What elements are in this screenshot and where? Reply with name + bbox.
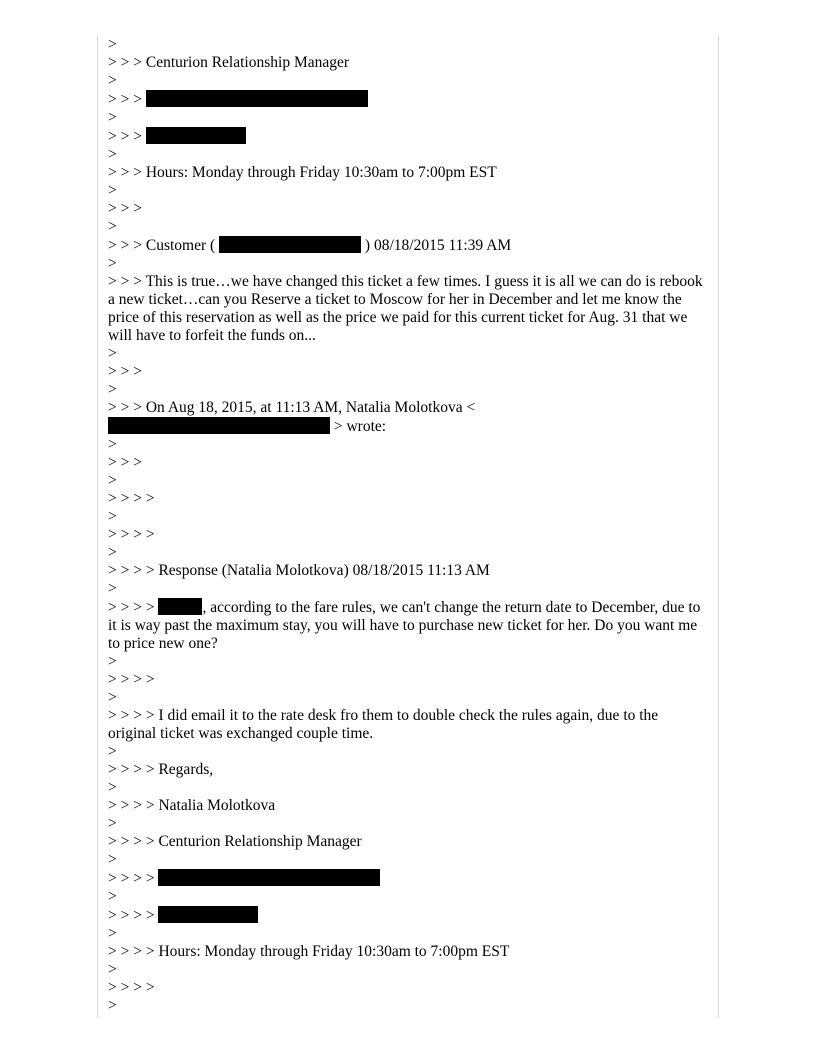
- quote-line: > > > >: [108, 526, 155, 543]
- quote-prefix: > > > >: [108, 599, 159, 616]
- quote-line: >: [108, 146, 117, 163]
- quote-line: >: [108, 779, 117, 796]
- quote-line: >: [108, 72, 117, 89]
- customer-timestamp: ) 08/18/2015 11:39 AM: [364, 237, 512, 254]
- quote-line: >: [108, 36, 117, 53]
- quote-prefix: > > > >: [108, 907, 159, 924]
- customer-header-line: [108, 236, 708, 255]
- quote-line: >: [108, 472, 117, 489]
- quote-line: >: [108, 997, 117, 1014]
- quote-line: >: [108, 888, 117, 905]
- quote-prefix: > > >: [108, 91, 146, 108]
- quote-line: >: [108, 381, 117, 398]
- redaction-box: [108, 417, 330, 434]
- signature-title: > > > > Centurion Relationship Manager: [108, 833, 362, 850]
- quote-line: >: [108, 255, 117, 272]
- redacted-line: [108, 127, 708, 146]
- quote-line: >: [108, 689, 117, 706]
- reply-header-line: > > > On Aug 18, 2015, at 11:13 AM, Natalia Molotkova <: [108, 399, 476, 416]
- regards-line: > > > > Regards,: [108, 761, 214, 778]
- hours-line: > > > Hours: Monday through Friday 10:30am to 7:00pm EST: [108, 164, 497, 181]
- redaction-box: [146, 90, 368, 107]
- quote-line: >: [108, 653, 117, 670]
- quote-line: > > >: [108, 363, 142, 380]
- customer-label: > > > Customer (: [108, 237, 216, 254]
- redacted-line: [108, 90, 708, 109]
- quote-line: >: [108, 815, 117, 832]
- quote-line: >: [108, 851, 117, 868]
- redacted-line: [108, 906, 708, 925]
- quote-prefix: > > > >: [108, 870, 159, 887]
- quote-line: >: [108, 925, 117, 942]
- followup-message: > > > > I did email it to the rate desk fro them to double check the rules again, due to the original ticket was exchanged couple time.: [108, 707, 659, 742]
- quote-line: >: [108, 182, 117, 199]
- hours-line: > > > > Hours: Monday through Friday 10:30am to 7:00pm EST: [108, 943, 510, 960]
- quote-line: > > >: [108, 200, 142, 217]
- quote-line: >: [108, 345, 117, 362]
- wrote-label: > wrote:: [333, 418, 387, 435]
- quote-line: >: [108, 436, 117, 453]
- redaction-box: [219, 236, 361, 253]
- quote-line: >: [108, 580, 117, 597]
- customer-message: > > > This is true…we have changed this ticket a few times. I guess it is all we can do is rebook a new ticket…can you Reserve a ticket to Moscow for her in December and let me know the price of this reservation as well as the price we paid for this current ticket for Aug. 31 that we will have to forfeit the funds on...: [108, 273, 703, 344]
- response-text: , according to the fare rules, we can't change the return date to December, due to it is way past the maximum stay, you will have to purchase new ticket for her. Do you want me to price new one?: [108, 599, 701, 652]
- quote-line: > > >: [108, 454, 142, 471]
- redacted-line: [108, 869, 708, 888]
- quote-line: >: [108, 961, 117, 978]
- quote-line: >: [108, 544, 117, 561]
- email-thread-body: [108, 36, 708, 1015]
- response-header: > > > > Response (Natalia Molotkova) 08/18/2015 11:13 AM: [108, 562, 490, 579]
- signature-title: > > > Centurion Relationship Manager: [108, 54, 350, 71]
- quote-line: > > > >: [108, 490, 155, 507]
- redaction-box: [158, 598, 202, 615]
- quote-line: > > > >: [108, 979, 155, 996]
- redaction-box: [158, 869, 380, 886]
- quote-line: > > > >: [108, 671, 155, 688]
- signature-name: > > > > Natalia Molotkova: [108, 797, 276, 814]
- redaction-box: [158, 906, 258, 923]
- redaction-box: [146, 127, 246, 144]
- quote-line: >: [108, 218, 117, 235]
- quote-line: >: [108, 743, 117, 760]
- quote-line: >: [108, 508, 117, 525]
- quote-line: >: [108, 109, 117, 126]
- reply-header-cont: [108, 417, 708, 436]
- response-message: [108, 598, 708, 653]
- quote-prefix: > > >: [108, 128, 146, 145]
